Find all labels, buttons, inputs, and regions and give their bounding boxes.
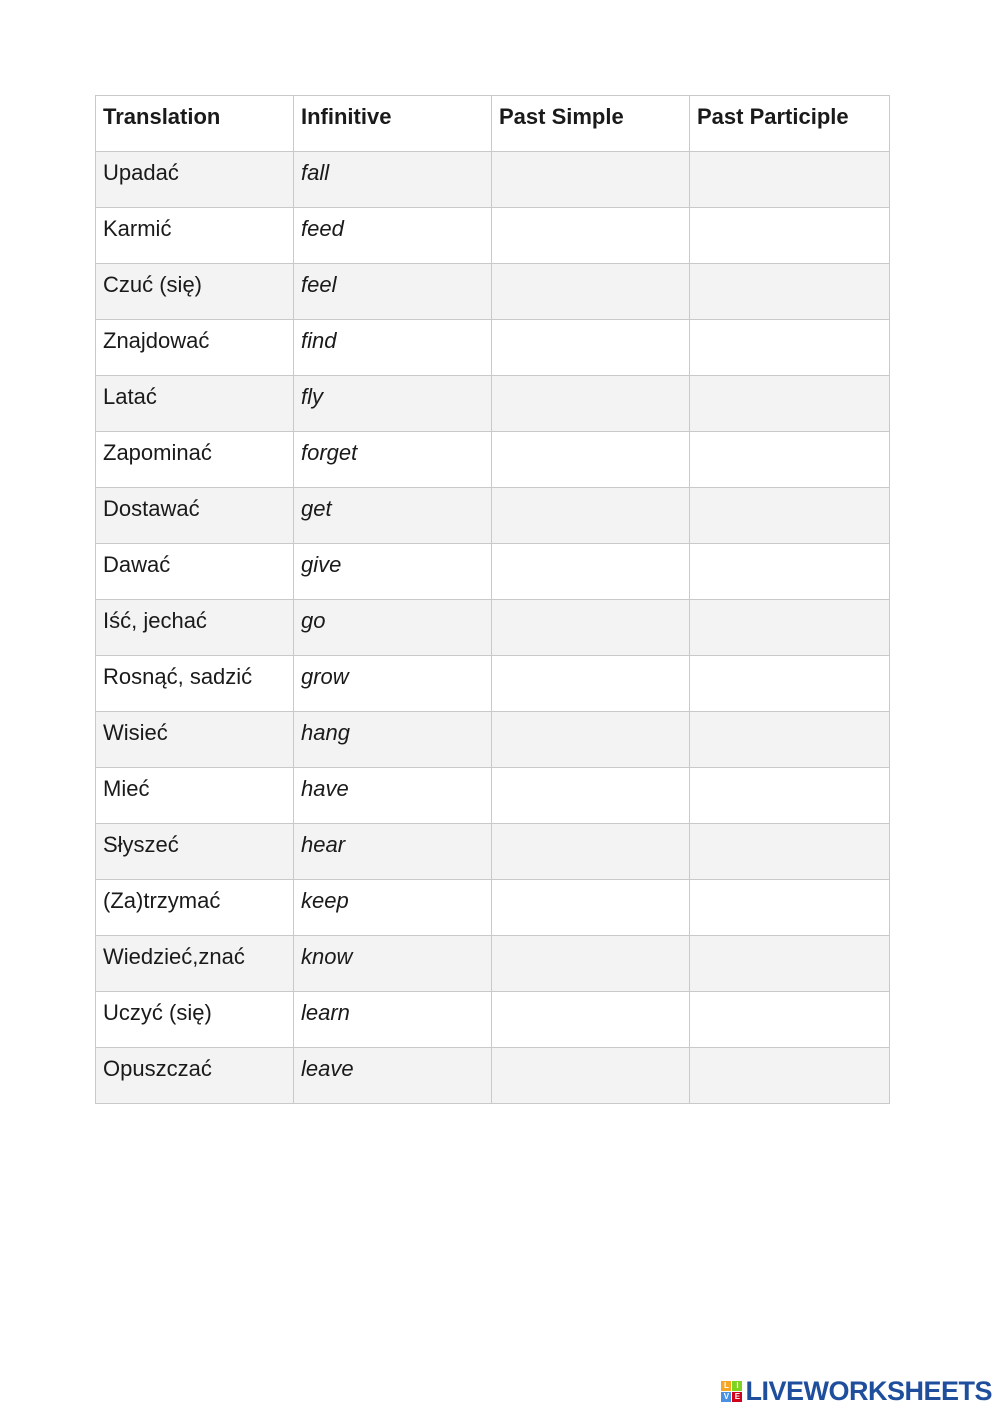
table-row	[96, 544, 890, 600]
table-row	[96, 432, 890, 488]
past-simple-answer-cell[interactable]	[492, 152, 690, 208]
past-participle-answer-cell[interactable]	[690, 992, 890, 1048]
infinitive-cell: forget	[294, 432, 492, 488]
translation-cell: Iść, jechać	[96, 600, 294, 656]
table-row	[96, 824, 890, 880]
infinitive-cell: know	[294, 936, 492, 992]
table-row	[96, 320, 890, 376]
table-row	[96, 936, 890, 992]
table-row	[96, 152, 890, 208]
past-participle-answer-cell[interactable]	[690, 768, 890, 824]
translation-cell: Dawać	[96, 544, 294, 600]
translation-cell: Karmić	[96, 208, 294, 264]
logo-letter: V	[721, 1392, 731, 1402]
translation-cell: Zapominać	[96, 432, 294, 488]
translation-cell: Dostawać	[96, 488, 294, 544]
translation-cell: Latać	[96, 376, 294, 432]
header-past-participle: Past Participle	[690, 96, 890, 152]
past-participle-answer-cell[interactable]	[690, 432, 890, 488]
past-participle-answer-cell[interactable]	[690, 152, 890, 208]
past-simple-answer-cell[interactable]	[492, 432, 690, 488]
past-participle-answer-cell[interactable]	[690, 264, 890, 320]
past-simple-answer-cell[interactable]	[492, 544, 690, 600]
table-row	[96, 992, 890, 1048]
infinitive-cell: keep	[294, 880, 492, 936]
table-row	[96, 712, 890, 768]
past-simple-answer-cell[interactable]	[492, 768, 690, 824]
past-simple-answer-cell[interactable]	[492, 600, 690, 656]
past-participle-answer-cell[interactable]	[690, 824, 890, 880]
table-row	[96, 488, 890, 544]
logo-letter: L	[721, 1381, 731, 1391]
header-row	[96, 96, 890, 152]
table-row	[96, 208, 890, 264]
verb-rows	[96, 152, 890, 1104]
infinitive-cell: hear	[294, 824, 492, 880]
table-row	[96, 656, 890, 712]
past-simple-answer-cell[interactable]	[492, 208, 690, 264]
translation-cell: Rosnąć, sadzić	[96, 656, 294, 712]
past-participle-answer-cell[interactable]	[690, 600, 890, 656]
infinitive-cell: feed	[294, 208, 492, 264]
infinitive-cell: go	[294, 600, 492, 656]
translation-cell: Opuszczać	[96, 1048, 294, 1104]
infinitive-cell: have	[294, 768, 492, 824]
infinitive-cell: hang	[294, 712, 492, 768]
past-participle-answer-cell[interactable]	[690, 544, 890, 600]
logo-letter: I	[732, 1381, 742, 1391]
translation-cell: Wisieć	[96, 712, 294, 768]
translation-cell: Mieć	[96, 768, 294, 824]
table-row	[96, 880, 890, 936]
past-participle-answer-cell[interactable]	[690, 880, 890, 936]
infinitive-cell: find	[294, 320, 492, 376]
infinitive-cell: fall	[294, 152, 492, 208]
translation-cell: Upadać	[96, 152, 294, 208]
header-past-simple: Past Simple	[492, 96, 690, 152]
infinitive-cell: fly	[294, 376, 492, 432]
past-participle-answer-cell[interactable]	[690, 488, 890, 544]
liveworksheets-logo-icon	[721, 1381, 742, 1402]
past-participle-answer-cell[interactable]	[690, 712, 890, 768]
translation-cell: Znajdować	[96, 320, 294, 376]
table-row	[96, 768, 890, 824]
past-simple-answer-cell[interactable]	[492, 376, 690, 432]
past-simple-answer-cell[interactable]	[492, 712, 690, 768]
past-simple-answer-cell[interactable]	[492, 656, 690, 712]
translation-cell: Wiedzieć,znać	[96, 936, 294, 992]
infinitive-cell: give	[294, 544, 492, 600]
table-row	[96, 264, 890, 320]
infinitive-cell: get	[294, 488, 492, 544]
infinitive-cell: feel	[294, 264, 492, 320]
past-participle-answer-cell[interactable]	[690, 376, 890, 432]
past-simple-answer-cell[interactable]	[492, 488, 690, 544]
infinitive-cell: learn	[294, 992, 492, 1048]
past-simple-answer-cell[interactable]	[492, 320, 690, 376]
infinitive-cell: grow	[294, 656, 492, 712]
table-row	[96, 600, 890, 656]
past-participle-answer-cell[interactable]	[690, 320, 890, 376]
logo-letter: E	[732, 1392, 742, 1402]
past-simple-answer-cell[interactable]	[492, 936, 690, 992]
table-row	[96, 376, 890, 432]
table-row	[96, 1048, 890, 1104]
translation-cell: (Za)trzymać	[96, 880, 294, 936]
past-participle-answer-cell[interactable]	[690, 1048, 890, 1104]
translation-cell: Czuć (się)	[96, 264, 294, 320]
past-participle-answer-cell[interactable]	[690, 208, 890, 264]
past-simple-answer-cell[interactable]	[492, 264, 690, 320]
header-translation: Translation	[96, 96, 294, 152]
past-participle-answer-cell[interactable]	[690, 936, 890, 992]
liveworksheets-brand	[721, 1376, 992, 1407]
past-simple-answer-cell[interactable]	[492, 992, 690, 1048]
infinitive-cell: leave	[294, 1048, 492, 1104]
past-simple-answer-cell[interactable]	[492, 1048, 690, 1104]
translation-cell: Słyszeć	[96, 824, 294, 880]
translation-cell: Uczyć (się)	[96, 992, 294, 1048]
past-simple-answer-cell[interactable]	[492, 824, 690, 880]
verb-table	[95, 95, 890, 1104]
brand-name: LIVEWORKSHEETS	[745, 1376, 992, 1406]
header-infinitive: Infinitive	[294, 96, 492, 152]
past-participle-answer-cell[interactable]	[690, 656, 890, 712]
past-simple-answer-cell[interactable]	[492, 880, 690, 936]
